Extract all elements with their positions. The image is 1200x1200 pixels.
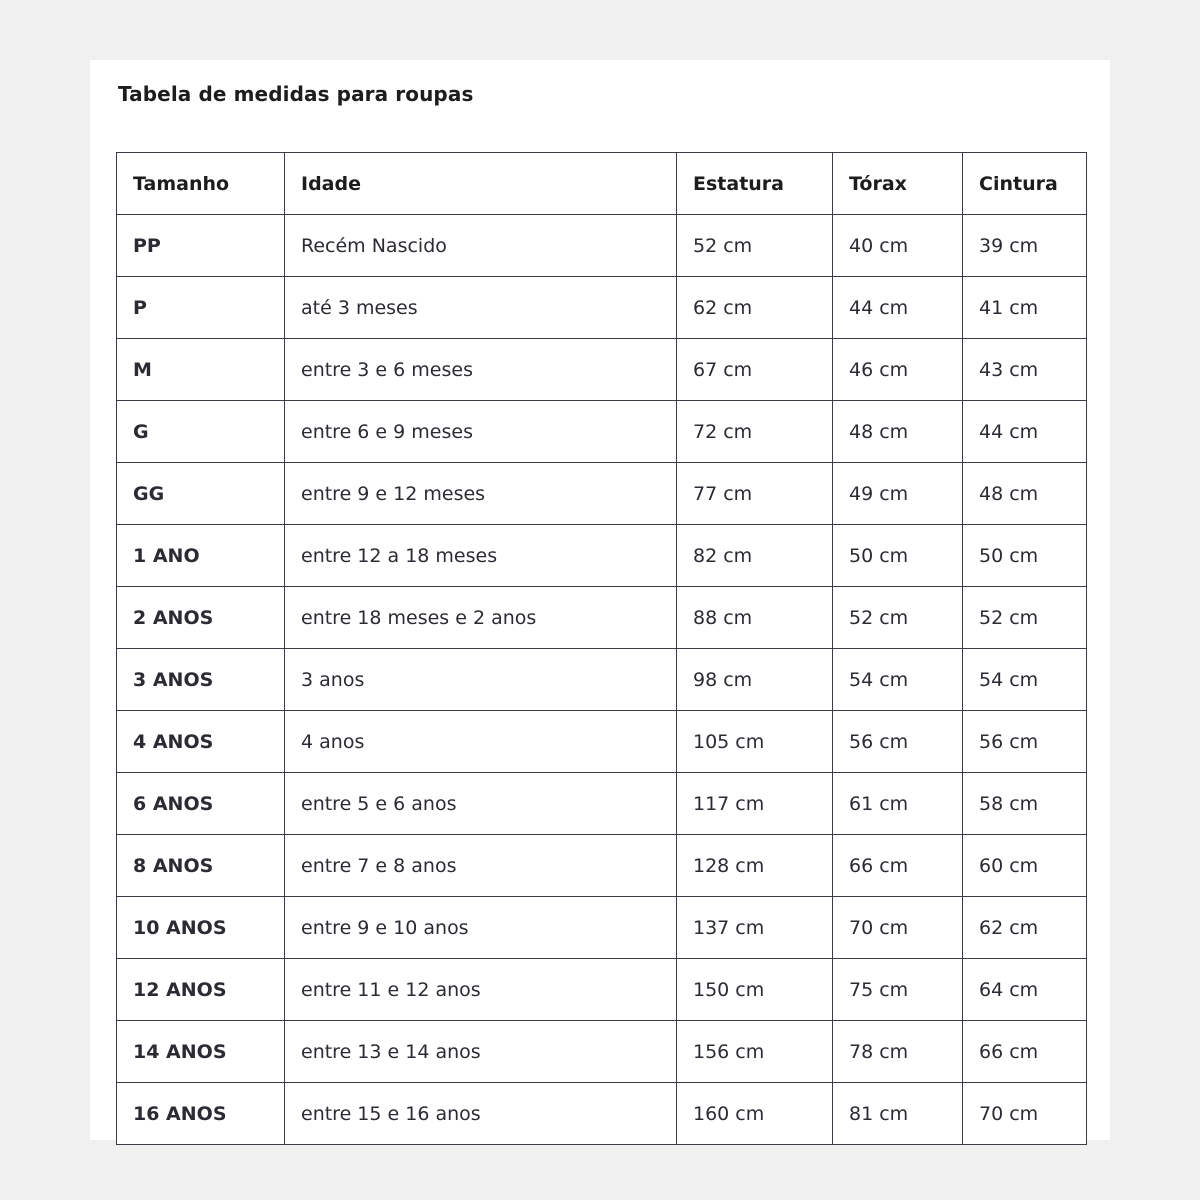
cell-idade: 3 anos: [285, 649, 677, 711]
cell-idade: entre 9 e 10 anos: [285, 897, 677, 959]
cell-torax: 52 cm: [833, 587, 963, 649]
cell-tamanho: P: [117, 277, 285, 339]
cell-tamanho: 6 ANOS: [117, 773, 285, 835]
cell-tamanho: M: [117, 339, 285, 401]
table-row: [117, 711, 1087, 773]
column-header-estatura: Estatura: [677, 153, 833, 215]
table-row: [117, 649, 1087, 711]
cell-cintura: 44 cm: [963, 401, 1087, 463]
cell-estatura: 77 cm: [677, 463, 833, 525]
page-title: Tabela de medidas para roupas: [118, 82, 474, 106]
cell-estatura: 105 cm: [677, 711, 833, 773]
cell-tamanho: G: [117, 401, 285, 463]
cell-tamanho: 4 ANOS: [117, 711, 285, 773]
cell-torax: 61 cm: [833, 773, 963, 835]
cell-torax: 81 cm: [833, 1083, 963, 1145]
table-row: [117, 339, 1087, 401]
cell-tamanho: 12 ANOS: [117, 959, 285, 1021]
size-table-container: [116, 152, 1086, 1145]
cell-cintura: 41 cm: [963, 277, 1087, 339]
cell-idade: entre 3 e 6 meses: [285, 339, 677, 401]
table-row: [117, 215, 1087, 277]
cell-torax: 54 cm: [833, 649, 963, 711]
cell-torax: 44 cm: [833, 277, 963, 339]
table-row: [117, 897, 1087, 959]
table-row: [117, 1021, 1087, 1083]
cell-torax: 75 cm: [833, 959, 963, 1021]
cell-cintura: 64 cm: [963, 959, 1087, 1021]
cell-torax: 40 cm: [833, 215, 963, 277]
cell-torax: 70 cm: [833, 897, 963, 959]
cell-estatura: 160 cm: [677, 1083, 833, 1145]
cell-idade: entre 18 meses e 2 anos: [285, 587, 677, 649]
cell-estatura: 52 cm: [677, 215, 833, 277]
cell-estatura: 117 cm: [677, 773, 833, 835]
cell-idade: até 3 meses: [285, 277, 677, 339]
column-header-torax: Tórax: [833, 153, 963, 215]
table-row: [117, 835, 1087, 897]
cell-estatura: 128 cm: [677, 835, 833, 897]
cell-idade: entre 15 e 16 anos: [285, 1083, 677, 1145]
size-table: [116, 152, 1087, 1145]
cell-tamanho: 10 ANOS: [117, 897, 285, 959]
cell-idade: entre 11 e 12 anos: [285, 959, 677, 1021]
cell-torax: 46 cm: [833, 339, 963, 401]
cell-cintura: 43 cm: [963, 339, 1087, 401]
cell-estatura: 137 cm: [677, 897, 833, 959]
cell-tamanho: 14 ANOS: [117, 1021, 285, 1083]
cell-torax: 49 cm: [833, 463, 963, 525]
cell-cintura: 52 cm: [963, 587, 1087, 649]
column-header-idade: Idade: [285, 153, 677, 215]
table-header-row: [117, 153, 1087, 215]
cell-cintura: 56 cm: [963, 711, 1087, 773]
cell-tamanho: 2 ANOS: [117, 587, 285, 649]
cell-idade: entre 7 e 8 anos: [285, 835, 677, 897]
cell-torax: 78 cm: [833, 1021, 963, 1083]
cell-tamanho: PP: [117, 215, 285, 277]
cell-cintura: 58 cm: [963, 773, 1087, 835]
document-sheet: [90, 60, 1110, 1140]
cell-tamanho: 1 ANO: [117, 525, 285, 587]
cell-estatura: 98 cm: [677, 649, 833, 711]
cell-cintura: 54 cm: [963, 649, 1087, 711]
cell-idade: entre 12 a 18 meses: [285, 525, 677, 587]
table-row: [117, 587, 1087, 649]
cell-tamanho: 8 ANOS: [117, 835, 285, 897]
table-row: [117, 401, 1087, 463]
cell-estatura: 156 cm: [677, 1021, 833, 1083]
cell-idade: entre 5 e 6 anos: [285, 773, 677, 835]
cell-idade: entre 13 e 14 anos: [285, 1021, 677, 1083]
cell-estatura: 150 cm: [677, 959, 833, 1021]
cell-tamanho: 16 ANOS: [117, 1083, 285, 1145]
table-row: [117, 1083, 1087, 1145]
column-header-tamanho: Tamanho: [117, 153, 285, 215]
cell-torax: 48 cm: [833, 401, 963, 463]
cell-cintura: 70 cm: [963, 1083, 1087, 1145]
cell-idade: 4 anos: [285, 711, 677, 773]
cell-cintura: 66 cm: [963, 1021, 1087, 1083]
column-header-cintura: Cintura: [963, 153, 1087, 215]
cell-estatura: 88 cm: [677, 587, 833, 649]
cell-estatura: 67 cm: [677, 339, 833, 401]
cell-torax: 66 cm: [833, 835, 963, 897]
cell-tamanho: 3 ANOS: [117, 649, 285, 711]
cell-idade: entre 9 e 12 meses: [285, 463, 677, 525]
table-row: [117, 463, 1087, 525]
cell-estatura: 72 cm: [677, 401, 833, 463]
table-body: [117, 215, 1087, 1145]
cell-cintura: 48 cm: [963, 463, 1087, 525]
table-row: [117, 773, 1087, 835]
cell-torax: 50 cm: [833, 525, 963, 587]
cell-cintura: 62 cm: [963, 897, 1087, 959]
cell-idade: Recém Nascido: [285, 215, 677, 277]
cell-estatura: 82 cm: [677, 525, 833, 587]
table-row: [117, 277, 1087, 339]
table-row: [117, 959, 1087, 1021]
cell-cintura: 39 cm: [963, 215, 1087, 277]
table-row: [117, 525, 1087, 587]
cell-cintura: 60 cm: [963, 835, 1087, 897]
cell-tamanho: GG: [117, 463, 285, 525]
cell-estatura: 62 cm: [677, 277, 833, 339]
cell-cintura: 50 cm: [963, 525, 1087, 587]
cell-idade: entre 6 e 9 meses: [285, 401, 677, 463]
cell-torax: 56 cm: [833, 711, 963, 773]
